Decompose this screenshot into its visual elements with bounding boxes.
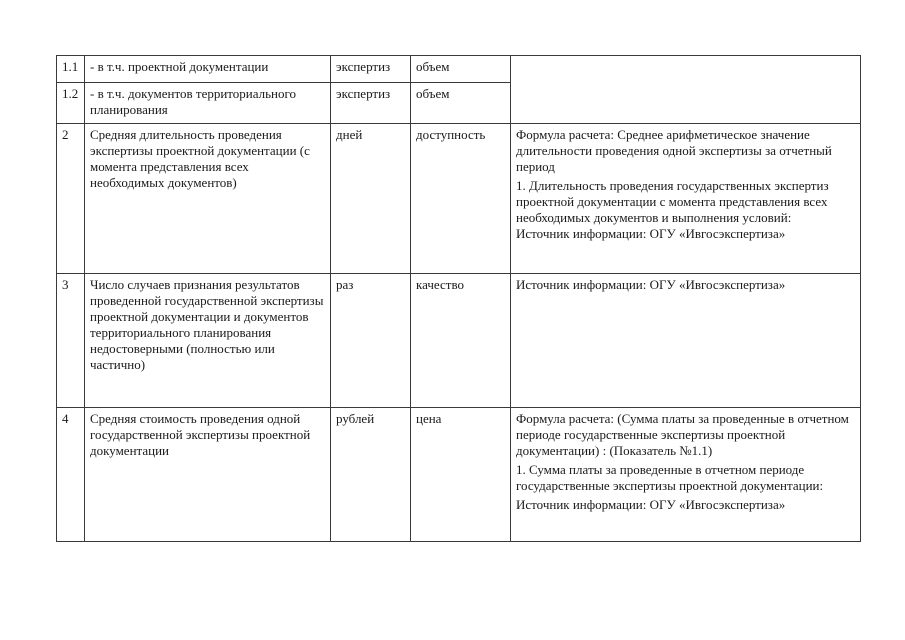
unit-cell: раз xyxy=(331,274,411,408)
notes-cell xyxy=(511,408,861,542)
row-number: 1.2 xyxy=(57,83,85,124)
table-row xyxy=(57,56,861,83)
formula-text: Формула расчета: Среднее арифметическое значение длительности проведения одной экспертизы за отчетный период xyxy=(516,127,832,174)
indicator-type: доступность xyxy=(411,124,511,274)
source-text: Источник информации: ОГУ «Ивгосэкспертиза» xyxy=(516,497,786,512)
indicator-type: цена xyxy=(411,408,511,542)
component-text: 1. Длительность проведения государственных экспертиз проектной документации с момента представления всех необходимых документов и выполнения условий: xyxy=(516,178,829,225)
unit-cell: экспертиз xyxy=(331,56,411,83)
source-text: Источник информации: ОГУ «Ивгосэкспертиза» xyxy=(516,277,786,292)
indicator-name: - в т.ч. документов территориального планирования xyxy=(85,83,331,124)
source-text: Источник информации: ОГУ «Ивгосэкспертиза» xyxy=(516,226,786,241)
indicator-name: Средняя стоимость проведения одной государственной экспертизы проектной документации xyxy=(85,408,331,542)
row-number: 2 xyxy=(57,124,85,274)
indicator-name: - в т.ч. проектной документации xyxy=(85,56,331,83)
unit-cell: рублей xyxy=(331,408,411,542)
indicators-table xyxy=(56,55,861,542)
component-text: 1. Сумма платы за проведенные в отчетном периоде государственные экспертизы проектной документации: xyxy=(516,462,824,493)
indicator-type: объем xyxy=(411,56,511,83)
table-row xyxy=(57,408,861,542)
notes-cell xyxy=(511,274,861,408)
indicator-name: Средняя длительность проведения экспертизы проектной документации (с момента представления всех необходимых документов) xyxy=(85,124,331,274)
row-number: 1.1 xyxy=(57,56,85,83)
indicator-type: качество xyxy=(411,274,511,408)
table-row xyxy=(57,274,861,408)
row-number: 4 xyxy=(57,408,85,542)
unit-cell: экспертиз xyxy=(331,83,411,124)
row-number: 3 xyxy=(57,274,85,408)
indicator-type: объем xyxy=(411,83,511,124)
notes-cell xyxy=(511,124,861,274)
notes-cell-empty xyxy=(511,56,861,124)
indicator-name: Число случаев признания результатов проведенной государственной экспертизы проектной документации и документов территориального планирования недостоверными (полностью или частично) xyxy=(85,274,331,408)
formula-text: Формула расчета: (Сумма платы за проведенные в отчетном периоде государственные экспертизы проектной документации) : (Показатель №1.1) xyxy=(516,411,849,458)
unit-cell: дней xyxy=(331,124,411,274)
table-row xyxy=(57,124,861,274)
